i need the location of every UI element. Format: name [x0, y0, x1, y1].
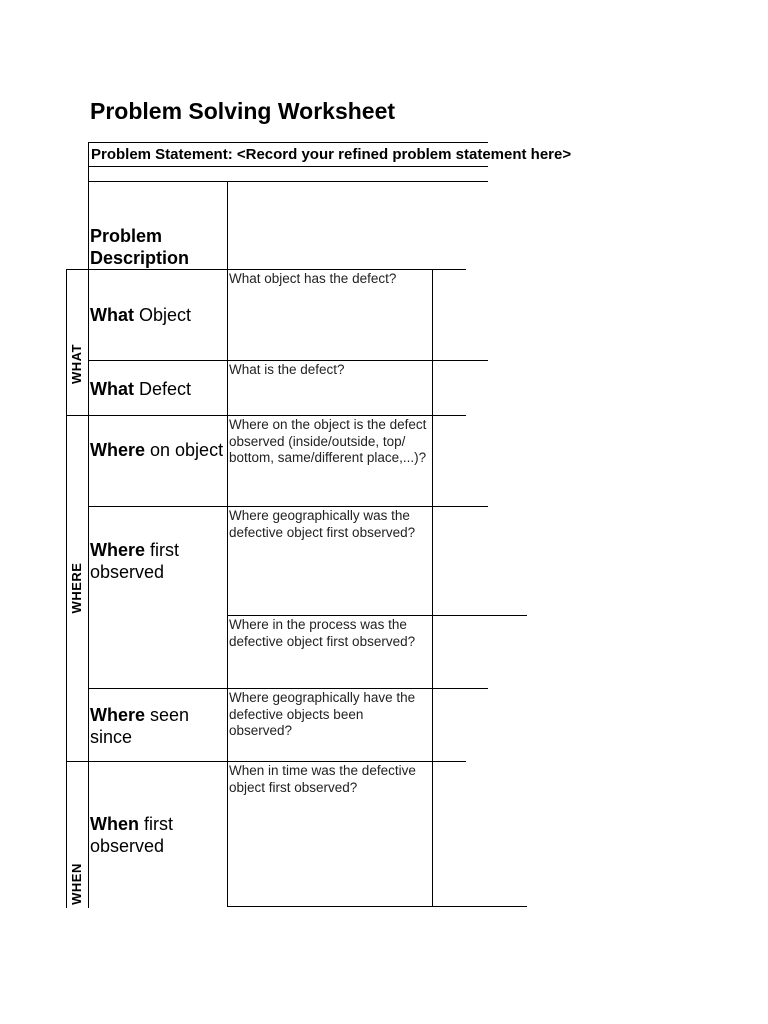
what-top-line	[66, 269, 466, 270]
question-where-seen-since: Where geographically have the defective objects been observed?	[229, 690, 416, 738]
question-when-first-observed: When in time was the defective object first observed?	[229, 763, 416, 795]
row-label-where-on-object: Where on object	[90, 440, 224, 460]
question-what-object: What object has the defect?	[229, 271, 397, 286]
table-border-top	[88, 142, 488, 143]
section-label-what: WHAT	[69, 343, 84, 385]
label-col-left-border	[88, 142, 89, 908]
table-bottom-line	[227, 906, 527, 907]
when-top-line	[66, 761, 466, 762]
problem-statement: Problem Statement: <Record your refined problem statement here>	[91, 146, 572, 163]
row-label-where-first-observed: Where first observed	[90, 540, 180, 582]
question-where-geographically-first: Where geographically was the defective object first observed?	[229, 508, 416, 540]
question-where-on-object: Where on the object is the defect observed (inside/outside, top/ bottom, same/different place,...)?	[229, 417, 427, 465]
question-where-process-first: Where in the process was the defective object first observed?	[229, 617, 416, 649]
row-label-where-seen-since: Where seen since	[90, 705, 190, 747]
statement-divider	[88, 166, 488, 167]
where-seen-top-line	[88, 688, 488, 689]
section-col-left-border	[66, 269, 67, 908]
row-label-what-defect: What Defect	[90, 379, 192, 399]
answer-col-right-border	[432, 269, 433, 907]
question-what-defect: What is the defect?	[229, 362, 345, 377]
section-label-where: WHERE	[69, 562, 84, 614]
what-defect-top-line	[88, 360, 488, 361]
desc-top-line	[88, 181, 488, 182]
row-label-what-object: What Object	[90, 305, 192, 325]
problem-description-label	[90, 225, 220, 269]
answer-col-left-border	[227, 181, 228, 907]
process-top-line	[227, 615, 527, 616]
page-title: Problem Solving Worksheet	[90, 98, 396, 124]
section-label-when: WHEN	[69, 863, 84, 905]
problem-description-text: Problem Description	[90, 226, 190, 268]
row-label-when-first-observed: When first observed	[90, 814, 173, 856]
where-top-line	[66, 415, 466, 416]
where-first-top-line	[88, 506, 488, 507]
